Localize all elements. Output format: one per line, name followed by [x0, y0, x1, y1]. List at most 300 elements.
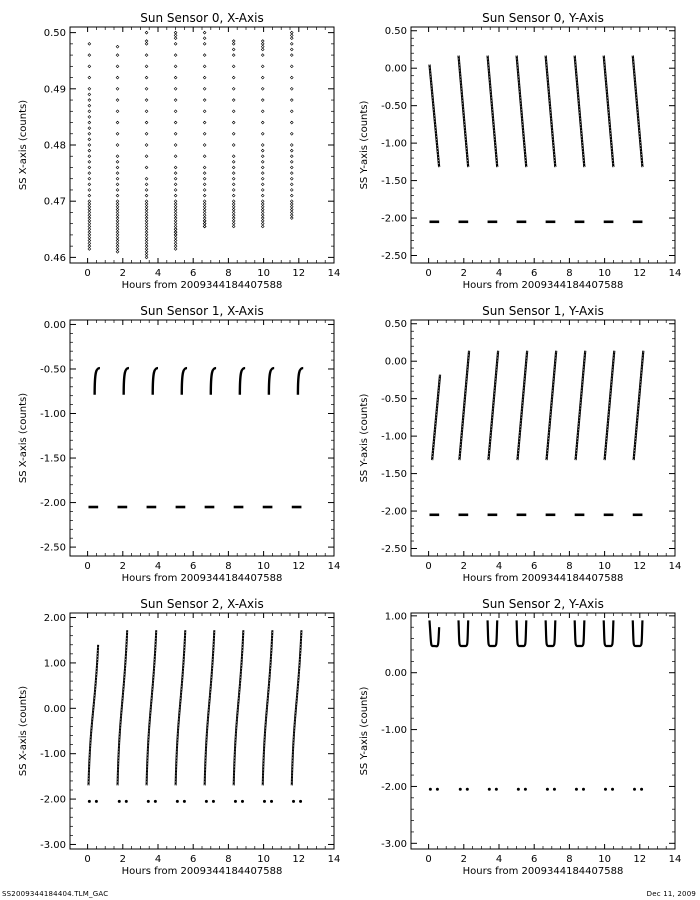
data-point: [145, 54, 148, 57]
x-tick-label: 8: [566, 561, 573, 572]
x-tick-label: 10: [257, 561, 270, 572]
data-point: [290, 99, 293, 102]
data-point: [174, 217, 177, 220]
data-bowl: [459, 620, 469, 646]
y-tick-label: -1.00: [40, 749, 66, 761]
data-bowl: [488, 620, 498, 646]
data-point: [116, 166, 119, 169]
data-marks: [429, 55, 642, 221]
data-point: [116, 172, 119, 175]
data-point: [88, 245, 91, 248]
data-point: [88, 138, 91, 141]
x-axis-label: Hours from 2009344184407588: [121, 573, 283, 584]
data-point: [88, 87, 91, 90]
data-point: [174, 231, 177, 234]
x-tick-label: 0: [84, 268, 91, 279]
data-point: [203, 65, 206, 68]
data-dot: [212, 800, 215, 803]
data-point: [203, 205, 206, 208]
data-point: [145, 228, 148, 231]
data-point: [145, 219, 148, 222]
data-point: [145, 99, 148, 102]
data-point: [174, 42, 177, 45]
data-point: [174, 37, 177, 40]
data-point: [261, 65, 264, 68]
data-point: [232, 121, 235, 124]
data-point: [290, 37, 293, 40]
data-segment: [633, 55, 643, 167]
data-point: [261, 194, 264, 197]
data-segment: [546, 55, 556, 167]
data-point: [145, 183, 148, 186]
x-tick-label: 4: [495, 854, 503, 865]
data-point: [203, 110, 206, 113]
data-point: [174, 34, 177, 37]
data-marks: [88, 630, 302, 803]
data-dot: [633, 788, 636, 791]
date-label: Dec 11, 2009: [646, 890, 696, 898]
data-arc: [182, 368, 187, 395]
x-tick-label: 12: [292, 561, 306, 572]
data-point: [116, 177, 119, 180]
data-point: [88, 155, 91, 158]
data-point: [261, 166, 264, 169]
x-tick-label: 0: [425, 561, 432, 572]
data-point: [88, 225, 91, 228]
data-point: [116, 121, 119, 124]
data-marks: [429, 351, 643, 515]
data-marks: [429, 620, 643, 790]
data-point: [290, 48, 293, 51]
data-point: [174, 65, 177, 68]
y-tick-label: -1.50: [381, 469, 407, 481]
data-point: [290, 31, 293, 34]
data-point: [88, 214, 91, 217]
data-point: [145, 245, 148, 248]
data-point: [116, 155, 119, 158]
x-tick-label: 6: [531, 561, 538, 572]
data-point: [232, 219, 235, 222]
data-dot: [575, 788, 578, 791]
data-point: [174, 214, 177, 217]
data-point: [203, 194, 206, 197]
data-point: [145, 144, 148, 147]
data-point: [261, 87, 264, 90]
y-tick-label: 0.00: [43, 703, 66, 715]
data-point: [88, 93, 91, 96]
y-axis-label: SS Y-axis (counts): [359, 686, 370, 776]
y-tick-label: -3.00: [40, 839, 66, 851]
data-point: [88, 248, 91, 251]
data-point: [261, 172, 264, 175]
data-point: [232, 132, 235, 135]
data-point: [88, 239, 91, 242]
data-point: [174, 183, 177, 186]
x-tick-label: 12: [292, 854, 306, 865]
data-point: [145, 253, 148, 256]
y-tick-label: -2.00: [40, 794, 66, 806]
data-point: [116, 250, 119, 253]
data-point: [88, 208, 91, 211]
data-point: [174, 166, 177, 169]
data-point: [116, 65, 119, 68]
data-dot: [582, 788, 585, 791]
x-tick-label: 14: [668, 854, 682, 865]
data-point: [174, 54, 177, 57]
data-point: [88, 183, 91, 186]
data-point: [174, 225, 177, 228]
data-point: [145, 214, 148, 217]
data-point: [290, 76, 293, 79]
data-point: [116, 194, 119, 197]
data-point: [116, 54, 119, 57]
data-point: [232, 208, 235, 211]
data-point: [174, 239, 177, 242]
x-tick-label: 14: [327, 268, 341, 279]
data-point: [203, 166, 206, 169]
y-axis-label: SS Y-axis (counts): [359, 393, 370, 483]
data-point: [88, 110, 91, 113]
data-bowl: [429, 620, 439, 646]
data-point: [174, 208, 177, 211]
data-bowl: [633, 620, 643, 646]
x-tick-label: 0: [425, 268, 432, 279]
data-point: [290, 54, 293, 57]
data-point: [145, 42, 148, 45]
data-point: [88, 205, 91, 208]
data-point: [232, 214, 235, 217]
x-tick-label: 10: [257, 268, 270, 279]
y-axis-label: SS X-axis (counts): [18, 99, 29, 191]
data-point: [232, 200, 235, 203]
data-point: [116, 87, 119, 90]
data-point: [261, 40, 264, 43]
y-tick-label: 0.47: [43, 196, 66, 208]
data-dot: [611, 788, 614, 791]
data-point: [261, 54, 264, 57]
data-point: [290, 132, 293, 135]
data-point: [232, 205, 235, 208]
data-point: [174, 76, 177, 79]
data-point: [174, 228, 177, 231]
data-point: [261, 222, 264, 225]
data-point: [88, 177, 91, 180]
y-tick-label: 1.00: [43, 658, 66, 670]
data-point: [290, 42, 293, 45]
data-point: [145, 256, 148, 259]
data-point: [203, 42, 206, 45]
data-point: [232, 217, 235, 220]
data-dot: [270, 800, 273, 803]
data-dot: [488, 788, 491, 791]
x-axis-label: Hours from 2009344184407588: [121, 280, 283, 291]
data-point: [145, 211, 148, 214]
data-point: [116, 211, 119, 214]
data-point: [116, 205, 119, 208]
data-point: [145, 217, 148, 220]
data-point: [116, 99, 119, 102]
data-point: [145, 166, 148, 169]
chart-title: Sun Sensor 2, X-Axis: [140, 597, 264, 611]
y-tick-label: 0.48: [43, 140, 66, 152]
data-point: [232, 225, 235, 228]
data-point: [145, 222, 148, 225]
data-segment: [575, 55, 585, 167]
data-dot: [95, 800, 98, 803]
x-tick-label: 6: [190, 561, 197, 572]
data-point: [290, 160, 293, 163]
data-point: [88, 65, 91, 68]
data-dot: [466, 788, 469, 791]
data-point: [203, 219, 206, 222]
plot-frame: [411, 613, 675, 849]
x-tick-label: 2: [460, 854, 467, 865]
data-point: [261, 219, 264, 222]
y-tick-label: -0.50: [40, 364, 66, 376]
data-point: [174, 205, 177, 208]
data-point: [203, 155, 206, 158]
data-point: [145, 194, 148, 197]
data-point: [203, 189, 206, 192]
data-point: [88, 172, 91, 175]
data-curve: [88, 645, 98, 786]
x-tick-label: 4: [495, 561, 503, 572]
x-axis-label: Hours from 2009344184407588: [462, 573, 624, 584]
data-point: [261, 155, 264, 158]
data-point: [174, 189, 177, 192]
data-point: [145, 225, 148, 228]
data-point: [290, 87, 293, 90]
x-axis-label: Hours from 2009344184407588: [462, 866, 624, 877]
chart-panel-0: [18, 11, 340, 291]
data-point: [174, 248, 177, 251]
data-point: [261, 45, 264, 48]
data-point: [261, 211, 264, 214]
data-point: [116, 242, 119, 245]
data-point: [203, 37, 206, 40]
chart-title: Sun Sensor 0, Y-Axis: [482, 11, 604, 25]
data-point: [290, 172, 293, 175]
y-axis-label: SS X-axis (counts): [18, 392, 29, 484]
data-point: [116, 222, 119, 225]
x-tick-label: 12: [633, 268, 647, 279]
data-point: [88, 242, 91, 245]
data-point: [203, 225, 206, 228]
data-segment-texture: [429, 64, 439, 167]
x-tick-label: 6: [190, 268, 197, 279]
data-point: [174, 245, 177, 248]
data-point: [203, 183, 206, 186]
data-point: [174, 236, 177, 239]
data-point: [232, 172, 235, 175]
data-point: [261, 225, 264, 228]
data-point: [116, 234, 119, 237]
data-point: [261, 189, 264, 192]
data-point: [88, 99, 91, 102]
data-point: [116, 217, 119, 220]
data-point: [232, 166, 235, 169]
data-point: [203, 222, 206, 225]
y-tick-label: -1.00: [381, 431, 407, 443]
data-point: [203, 172, 206, 175]
y-tick-label: 1.00: [384, 611, 407, 623]
data-point: [116, 214, 119, 217]
y-tick-label: 0.50: [43, 28, 66, 40]
chart-panel-3: [359, 304, 681, 584]
chart-panel-4: [18, 597, 340, 877]
data-dot: [263, 800, 266, 803]
data-point: [203, 76, 206, 79]
data-point: [290, 214, 293, 217]
data-point: [88, 189, 91, 192]
data-point: [290, 166, 293, 169]
y-tick-label: 0.00: [384, 668, 407, 680]
data-point: [261, 160, 264, 163]
data-point: [88, 42, 91, 45]
data-point: [145, 248, 148, 251]
x-tick-label: 8: [225, 268, 232, 279]
data-point: [174, 132, 177, 135]
data-point: [88, 149, 91, 152]
data-point: [232, 87, 235, 90]
data-point: [116, 76, 119, 79]
data-point: [88, 160, 91, 163]
x-tick-label: 8: [566, 268, 573, 279]
data-dot: [292, 800, 295, 803]
data-point: [232, 177, 235, 180]
x-tick-label: 10: [598, 268, 611, 279]
data-point: [116, 203, 119, 206]
data-dot: [429, 788, 432, 791]
x-tick-label: 14: [327, 561, 341, 572]
data-point: [88, 127, 91, 130]
data-segment: [488, 55, 498, 167]
data-point: [203, 208, 206, 211]
x-tick-label: 8: [225, 561, 232, 572]
data-point: [116, 200, 119, 203]
data-point: [232, 110, 235, 113]
data-dot: [205, 800, 208, 803]
data-point: [174, 194, 177, 197]
data-point: [261, 208, 264, 211]
data-point: [261, 76, 264, 79]
data-point: [174, 99, 177, 102]
x-tick-label: 0: [84, 561, 91, 572]
data-bowl: [546, 620, 556, 646]
data-point: [261, 149, 264, 152]
data-point: [116, 248, 119, 251]
data-point: [203, 177, 206, 180]
y-tick-label: -1.50: [40, 453, 66, 465]
data-point: [88, 132, 91, 135]
y-axis-label: SS X-axis (counts): [18, 685, 29, 777]
data-arc: [298, 368, 303, 395]
data-segment: [517, 55, 527, 167]
data-point: [88, 116, 91, 119]
data-arc: [240, 368, 245, 395]
data-point: [145, 242, 148, 245]
x-tick-label: 12: [633, 561, 647, 572]
data-point: [290, 177, 293, 180]
data-point: [232, 189, 235, 192]
data-point: [203, 214, 206, 217]
data-dot: [125, 800, 128, 803]
y-tick-label: 0.50: [384, 319, 407, 331]
data-point: [145, 121, 148, 124]
data-dot: [553, 788, 556, 791]
data-marks: [88, 368, 303, 507]
data-point: [290, 183, 293, 186]
data-point: [145, 76, 148, 79]
data-point: [174, 219, 177, 222]
x-tick-label: 14: [668, 268, 682, 279]
data-point: [116, 219, 119, 222]
y-tick-label: -1.00: [381, 138, 407, 150]
data-point: [203, 132, 206, 135]
data-point: [203, 54, 206, 57]
data-point: [290, 211, 293, 214]
data-point: [145, 40, 148, 43]
data-dot: [459, 788, 462, 791]
y-tick-label: 0.00: [43, 319, 66, 331]
x-tick-label: 2: [119, 561, 126, 572]
data-bowl: [604, 620, 614, 646]
data-point: [232, 65, 235, 68]
data-point: [261, 217, 264, 220]
data-point: [261, 144, 264, 147]
data-point: [203, 200, 206, 203]
data-point: [174, 144, 177, 147]
data-point: [145, 132, 148, 135]
data-point: [261, 205, 264, 208]
data-point: [232, 203, 235, 206]
data-point: [174, 172, 177, 175]
data-point: [232, 76, 235, 79]
x-tick-label: 8: [225, 854, 232, 865]
x-tick-label: 10: [598, 854, 611, 865]
plot-frame: [411, 27, 675, 263]
data-point: [232, 144, 235, 147]
data-dot: [524, 788, 527, 791]
y-tick-label: -2.00: [40, 498, 66, 510]
x-axis-label: Hours from 2009344184407588: [462, 280, 624, 291]
data-point: [174, 222, 177, 225]
data-point: [290, 200, 293, 203]
data-point: [116, 132, 119, 135]
data-point: [145, 250, 148, 253]
data-point: [261, 132, 264, 135]
data-dot: [436, 788, 439, 791]
data-point: [174, 211, 177, 214]
data-point: [174, 200, 177, 203]
data-point: [261, 203, 264, 206]
y-tick-label: -3.00: [381, 838, 407, 850]
data-dot: [604, 788, 607, 791]
data-point: [145, 189, 148, 192]
y-tick-label: -2.50: [381, 544, 407, 556]
data-dot: [118, 800, 121, 803]
data-point: [290, 34, 293, 37]
data-point: [261, 200, 264, 203]
data-point: [88, 231, 91, 234]
chart-title: Sun Sensor 1, Y-Axis: [482, 304, 604, 318]
x-tick-label: 4: [154, 561, 162, 572]
chart-title: Sun Sensor 2, Y-Axis: [482, 597, 604, 611]
data-point: [290, 208, 293, 211]
data-bowl: [517, 620, 527, 646]
data-point: [290, 155, 293, 158]
data-point: [203, 203, 206, 206]
